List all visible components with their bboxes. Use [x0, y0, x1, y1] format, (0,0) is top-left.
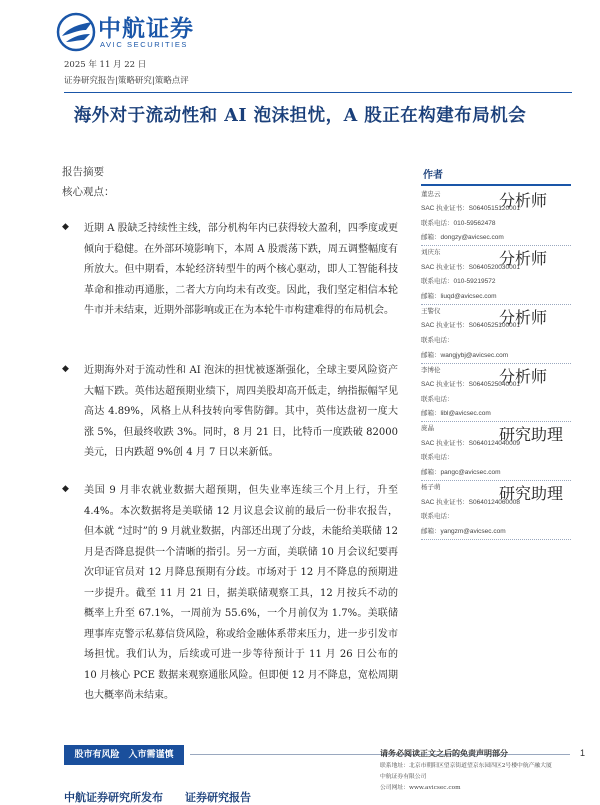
author-email[interactable]: 邮箱：yangzm@avicsec.com — [421, 527, 506, 535]
author-name: 刘庆东 — [421, 249, 441, 257]
report-category: 证券研究报告|策略研究|策略点评 — [64, 76, 189, 86]
author-list — [421, 188, 571, 540]
author-email[interactable]: 邮箱：libl@avicsec.com — [421, 410, 491, 418]
author-phone: 联系电话： — [421, 337, 454, 345]
core-view-text: 美国 9 月非农就业数据大超预期，但失业率连续三个月上行，升至 4.4%。本次数据将是美联储 12 月议息会议前的最后一份非农报告，但本就 “过时”的 9 月就业数据，内部还出现了分歧，未能给美联储 12 月是否降息提供一个清晰的指引。另一方面，美联储 10 月会议纪要再次印证官员对 12 月降息预期有分歧。市场对于 12 月不降息的预期进一步提升。截至 11 月 21 日，据美联储观察工具，12 月按兵不动的概率上升至 67.1%，一周前为 55.6%，一个月前仅为 1.7%。美联储理事库克警示私募信贷风险，称或给金融体系带来压力，进一步引发市场担忧。我们认为，后续或可进一步等待预计于 11 月 26 日公布的 10 月核心 PCE 数据来观察通胀风险。但即便 12 月不降息，宽松周期也大概率尚未结束。 — [84, 485, 398, 701]
author-name: 王警仪 — [421, 307, 441, 315]
author-name: 李博伦 — [421, 366, 441, 374]
author-role: 研究助理 — [499, 483, 564, 503]
publisher-brand: 中航证券研究所发布 证券研究报告 — [64, 791, 251, 804]
author-phone: 联系电话：010-59562478 — [421, 219, 496, 227]
core-views-heading: 核心观点： — [62, 186, 115, 198]
author-name: 庞晶 — [421, 425, 434, 433]
logo-english-name: AVIC SECURITIES — [100, 40, 189, 49]
avic-emblem-icon — [56, 12, 96, 52]
author-role: 分析师 — [499, 249, 548, 269]
author-sac-license: SAC 执业证书：S0640515120001 — [421, 205, 521, 213]
logo-chinese-name: 中航证券 — [98, 16, 194, 42]
author-sac-license: SAC 执业证书：S0640520030001 — [421, 263, 521, 271]
author-separator — [421, 538, 571, 540]
diamond-bullet-icon: ◆ — [62, 484, 69, 494]
sidebar-divider — [421, 184, 571, 186]
author-card — [421, 481, 571, 540]
author-phone: 联系电话： — [421, 513, 454, 521]
author-role: 研究助理 — [499, 425, 564, 445]
author-sac-license: SAC 执业证书：S0640124040009 — [421, 439, 521, 447]
author-name: 杨子萌 — [421, 483, 441, 491]
author-card — [421, 305, 571, 364]
summary-heading: 报告摘要 — [62, 166, 104, 178]
contact-address: 联系地址：北京市朝阳区望京街道望京东园四区2号楼中航产融大厦 — [380, 763, 552, 769]
diamond-bullet-icon: ◆ — [62, 364, 69, 374]
author-email[interactable]: 邮箱：dongzy@avicsec.com — [421, 234, 504, 242]
company-logo — [56, 8, 206, 52]
report-title: 海外对于流动性和 AI 泡沫担忧，A 股正在构建布局机会 — [73, 106, 527, 126]
report-date: 2025 年 11 月 22 日 — [64, 60, 147, 70]
core-view-item — [62, 219, 398, 322]
header-divider — [64, 92, 572, 93]
author-email[interactable]: 邮箱：wangjybj@avicsec.com — [421, 351, 509, 359]
author-role: 分析师 — [499, 366, 548, 386]
authors-heading: 作者 — [423, 170, 443, 181]
author-phone: 联系电话： — [421, 454, 454, 462]
author-card — [421, 188, 571, 247]
core-view-item — [62, 361, 398, 464]
author-card — [421, 422, 571, 481]
author-phone: 联系电话：010-59219572 — [421, 278, 496, 286]
author-card — [421, 364, 571, 423]
author-role: 分析师 — [499, 190, 548, 210]
author-role: 分析师 — [499, 307, 548, 327]
author-name: 董忠云 — [421, 190, 441, 198]
core-view-text: 近期 A 股缺乏持续性主线，部分机构年内已获得较大盈利，四季度或更倾向于稳健。在外部环境影响下，本周 A 股震荡下跌，周五调整幅度有所放大。但中期看，本轮经济转型牛的两个核心驱动，即人工智能科技革命和推动再通胀，二者大方向均未有改变。因此，我们坚定相信本轮牛市并未结束，近期外部影响或正在为本轮牛市构建难得的布局机会。 — [84, 223, 398, 316]
disclaimer-note: 请务必阅读正文之后的免责声明部分 — [380, 748, 508, 758]
author-sac-license: SAC 执业证书：S0640525100001 — [421, 322, 521, 330]
core-view-item — [62, 481, 398, 707]
author-email[interactable]: 邮箱：liuqd@avicsec.com — [421, 292, 497, 300]
author-email[interactable]: 邮箱：pangc@avicsec.com — [421, 469, 501, 477]
core-view-text: 近期海外对于流动性和 AI 泡沫的担忧被逐渐强化，全球主要风险资产大幅下跌。英伟达超预期业绩下，周四美股却高开低走，纳指振幅罕见高达 4.89%，风格上从科技转向零售防御。其中，英伟达盘初一度大涨 5%，但最终收跌 3%。同时，8 月 21 日，比特币一度跌破 82000 美元，日内跌超 9%创 4 月 7 日以来新低。 — [84, 365, 398, 458]
diamond-bullet-icon: ◆ — [62, 222, 69, 232]
company-name: 中航证券有限公司 — [380, 774, 427, 780]
author-card — [421, 246, 571, 305]
author-phone: 联系电话： — [421, 395, 454, 403]
risk-warning-banner: 股市有风险 入市需谨慎 — [64, 745, 184, 765]
author-sac-license: SAC 执业证书：S0640124060008 — [421, 498, 521, 506]
author-sac-license: SAC 执业证书：S0640525040001 — [421, 381, 521, 389]
page-number: 1 — [580, 748, 586, 758]
company-website[interactable]: 公司网址：www.avicsec.com — [380, 785, 461, 791]
author-sidebar — [421, 166, 571, 540]
